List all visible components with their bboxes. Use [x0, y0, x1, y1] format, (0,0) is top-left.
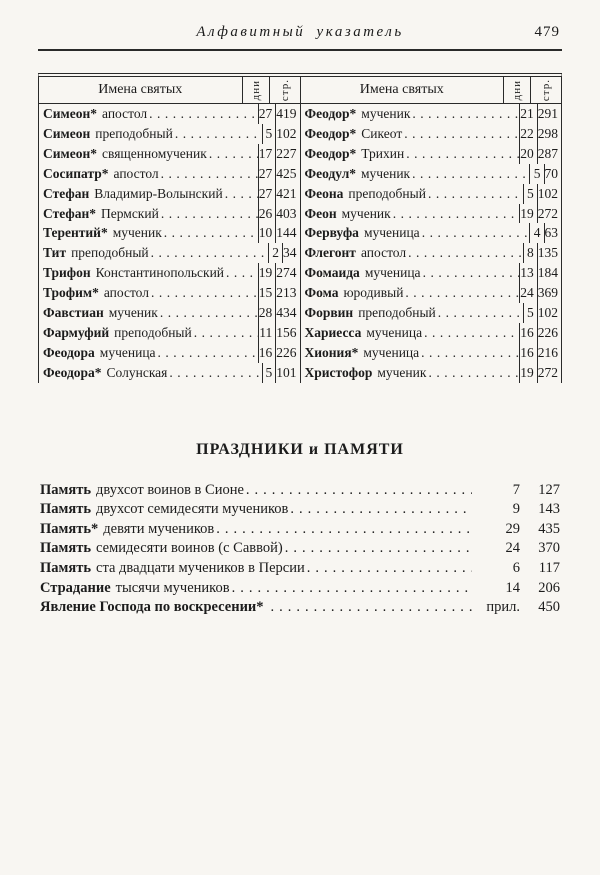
index-entry: [301, 363, 562, 383]
entry-page: 213: [275, 283, 299, 303]
saint-name: Фармуфий: [43, 324, 110, 340]
dot-leader: [271, 598, 472, 618]
index-entry: [39, 283, 300, 303]
feast-name: Память: [40, 540, 92, 557]
dot-leader: [232, 579, 472, 599]
index-entry: [301, 343, 562, 363]
entry-page: 226: [275, 343, 299, 363]
entry-day: 20: [519, 144, 537, 164]
saint-name: Флегонт: [304, 245, 356, 261]
column-header-page: [269, 77, 300, 103]
feast-day: 24: [505, 540, 520, 557]
feast-entry: [40, 500, 560, 520]
entry-page: 272: [537, 204, 561, 224]
dot-leader: [158, 343, 258, 363]
entry-name-cell: [39, 164, 258, 184]
saint-name: Симеон*: [43, 106, 97, 121]
feast-name: Память: [40, 501, 92, 518]
entry-day: 27: [258, 164, 276, 184]
feast-descriptor: девяти мучеников: [103, 520, 215, 537]
saint-name: Стефан: [43, 185, 90, 201]
saint-name: Феодор*: [304, 125, 357, 141]
dot-leader: [438, 303, 523, 323]
saint-descriptor: преподобный: [114, 324, 192, 340]
entry-day: 5: [523, 184, 537, 204]
saint-name: Феодор*: [304, 145, 357, 161]
index-entry: [39, 363, 300, 383]
saint-name: Феодора: [43, 344, 95, 360]
entry-day: 19: [258, 263, 276, 283]
column-header-names: Имена святых: [359, 82, 444, 97]
table-body: [39, 104, 561, 383]
index-entry: [39, 204, 300, 224]
dot-leader: [161, 164, 258, 184]
feast-descriptor: двухсот семидесяти мучеников: [96, 501, 289, 518]
entry-page: 369: [537, 283, 561, 303]
feast-day: прил.: [486, 599, 520, 616]
entry-page: 291: [537, 104, 561, 124]
entry-page: 425: [275, 164, 299, 184]
entry-day: 26: [258, 204, 276, 224]
entry-page: 102: [537, 184, 561, 204]
entry-day: 28: [258, 303, 276, 323]
entry-page: 419: [275, 104, 299, 124]
dot-leader: [412, 104, 519, 124]
entry-page: 144: [275, 223, 299, 243]
saints-index-table: [38, 73, 562, 383]
entry-name-cell: [39, 223, 258, 243]
saint-name: Форвин: [304, 305, 354, 321]
feasts-list: [40, 481, 560, 618]
saint-descriptor: мученик: [112, 225, 162, 241]
feast-page: 370: [538, 540, 560, 557]
saint-descriptor: преподобный: [71, 245, 149, 261]
saint-name: Стефан*: [43, 205, 96, 221]
index-entry: [39, 243, 300, 263]
entry-name-cell: [39, 184, 258, 204]
entry-day: 16: [519, 343, 537, 363]
feast-entry: [40, 598, 560, 618]
running-title: Алфавитный указатель: [196, 24, 404, 40]
dot-leader: [408, 243, 523, 263]
dot-leader: [225, 184, 258, 204]
entry-name-cell: [301, 104, 520, 124]
feast-page: 143: [538, 501, 560, 518]
feast-day: 6: [512, 560, 520, 577]
saint-name: Христофор: [304, 364, 373, 380]
dot-leader: [290, 500, 472, 520]
dot-leader: [216, 520, 472, 540]
column-header-days: [503, 77, 530, 103]
entry-day: 15: [258, 283, 276, 303]
days-label: дни: [511, 79, 523, 101]
saint-descriptor: мученица: [366, 324, 423, 340]
entry-day: 8: [523, 243, 537, 263]
index-entry: [39, 184, 300, 204]
entry-page: 101: [275, 363, 299, 383]
saint-descriptor: мученица: [363, 225, 420, 241]
feast-page: 127: [538, 481, 560, 498]
entry-day: 21: [519, 104, 537, 124]
saint-descriptor: апостол: [102, 106, 148, 121]
page-label: стр.: [540, 78, 552, 102]
section-title: ПРАЗДНИКИ и ПАМЯТИ: [196, 440, 404, 458]
entry-name-cell: [39, 263, 258, 283]
dot-leader: [246, 481, 472, 501]
dot-leader: [209, 144, 258, 164]
index-entry: [39, 164, 300, 184]
entry-day: 10: [258, 223, 276, 243]
saint-descriptor: Константинопольский: [95, 265, 225, 281]
entry-name-cell: [301, 164, 530, 184]
saint-name: Симеон*: [43, 145, 97, 161]
entry-page: 102: [537, 303, 561, 323]
index-entry: [301, 303, 562, 323]
dot-leader: [421, 343, 519, 363]
saint-name: Феона: [304, 185, 344, 201]
saint-descriptor: мученик: [361, 165, 411, 181]
entry-page: 63: [544, 223, 562, 243]
index-entry: [39, 104, 300, 124]
index-entry: [301, 204, 562, 224]
index-entry: [301, 323, 562, 343]
entry-day: 16: [258, 343, 276, 363]
index-entry: [39, 263, 300, 283]
saint-name: Фервуфа: [304, 225, 359, 241]
index-entry: [301, 164, 562, 184]
saint-descriptor: апостол: [103, 285, 149, 301]
entry-name-cell: [301, 363, 520, 383]
table-header-right: [300, 77, 562, 103]
index-entry: [301, 184, 562, 204]
entry-day: 19: [519, 363, 537, 383]
index-entry: [301, 104, 562, 124]
saint-descriptor: апостол: [113, 165, 159, 181]
entry-name-cell: [39, 323, 258, 343]
entry-page: 156: [275, 323, 299, 343]
index-entry: [39, 144, 300, 164]
entry-page: 421: [275, 184, 299, 204]
entry-name-cell: [39, 124, 262, 144]
dot-leader: [175, 124, 262, 144]
entry-name-cell: [39, 243, 268, 263]
dot-leader: [406, 144, 519, 164]
feast-name: Память: [40, 560, 92, 577]
column-header-days: [242, 77, 269, 103]
entry-day: 24: [519, 283, 537, 303]
entry-day: 22: [519, 124, 537, 144]
saint-name: Феодора*: [43, 364, 102, 380]
feast-descriptor: ста двадцати мучеников в Персии: [96, 560, 305, 577]
dot-leader: [149, 104, 258, 124]
entry-page: 184: [537, 263, 561, 283]
saint-descriptor: юродивый: [343, 285, 404, 301]
saint-name: Фавстиан: [43, 305, 104, 321]
feast-descriptor: тысячи мучеников: [115, 579, 230, 596]
page-header: [38, 24, 562, 44]
feast-day: 9: [512, 501, 520, 518]
entry-page: 403: [275, 204, 299, 224]
entry-name-cell: [301, 303, 524, 323]
dot-leader: [169, 363, 261, 383]
saint-name: Фомаида: [304, 265, 360, 281]
saint-descriptor: мученица: [363, 344, 420, 360]
feast-name: Память: [40, 481, 92, 498]
entry-page: 226: [537, 323, 561, 343]
feast-entry: [40, 539, 560, 559]
index-entry: [39, 124, 300, 144]
feast-page: 206: [538, 579, 560, 596]
dot-leader: [422, 223, 530, 243]
entry-day: 13: [519, 263, 537, 283]
entry-page: 102: [275, 124, 299, 144]
saint-descriptor: апостол: [360, 245, 407, 261]
saint-name: Тит: [43, 245, 67, 261]
feast-name: Страдание: [40, 579, 111, 596]
dot-leader: [285, 539, 472, 559]
saint-descriptor: мученица: [364, 265, 421, 281]
column-header-names: Имена святых: [98, 82, 183, 97]
saint-descriptor: Владимир-Волынский: [94, 185, 223, 201]
entry-name-cell: [39, 303, 258, 323]
entry-page: 272: [537, 363, 561, 383]
entry-name-cell: [301, 204, 520, 224]
entry-name-cell: [301, 144, 520, 164]
entry-day: 16: [519, 323, 537, 343]
saint-descriptor: Солунская: [106, 364, 168, 380]
feast-descriptor: семидесяти воинов (с Саввой): [96, 540, 283, 557]
dot-leader: [428, 363, 519, 383]
saint-name: Феодул*: [304, 165, 357, 181]
entry-page: 70: [544, 164, 562, 184]
index-entry: [301, 144, 562, 164]
entry-name-cell: [301, 184, 524, 204]
dot-leader: [194, 323, 259, 343]
entry-name-cell: [39, 283, 258, 303]
saint-name: Хиония*: [304, 344, 359, 360]
feast-day: 14: [505, 579, 520, 596]
feast-day: 29: [505, 520, 520, 537]
saint-name: Хариесса: [304, 324, 362, 340]
entry-day: 5: [529, 164, 543, 184]
header-rule: [38, 49, 562, 51]
entry-day: 5: [523, 303, 537, 323]
column-header-page: [530, 77, 561, 103]
saint-name: Трофим*: [43, 285, 99, 301]
feast-descriptor: двухсот воинов в Сионе: [96, 481, 244, 498]
table-header-left: [39, 77, 300, 103]
saint-descriptor: преподобный: [358, 305, 436, 321]
entry-name-cell: [301, 223, 530, 243]
entry-page: 135: [537, 243, 561, 263]
index-entry: [39, 343, 300, 363]
index-entry: [39, 223, 300, 243]
saint-descriptor: преподобный: [95, 125, 173, 141]
saint-descriptor: Сикеот: [361, 125, 403, 141]
entry-name-cell: [301, 323, 520, 343]
entry-day: 27: [258, 104, 276, 124]
entry-day: 5: [262, 124, 276, 144]
dot-leader: [164, 223, 258, 243]
entry-day: 11: [258, 323, 275, 343]
entry-page: 298: [537, 124, 561, 144]
table-header: [39, 77, 561, 104]
saint-name: Симеон: [43, 125, 91, 141]
feast-entry: [40, 579, 560, 599]
saint-descriptor: мученик: [361, 106, 411, 121]
dot-leader: [393, 204, 520, 224]
entry-name-cell: [39, 204, 258, 224]
entry-page: 34: [282, 243, 300, 263]
dot-leader: [428, 184, 523, 204]
entry-day: 4: [529, 223, 543, 243]
dot-leader: [405, 283, 519, 303]
saint-descriptor: Пермский: [100, 205, 159, 221]
entry-name-cell: [39, 363, 262, 383]
page-label: стр.: [278, 78, 291, 102]
entry-page: 227: [275, 144, 299, 164]
feast-page: 450: [538, 599, 560, 616]
entry-page: 274: [275, 263, 299, 283]
page-number: 479: [534, 24, 560, 40]
entry-name-cell: [301, 343, 520, 363]
dot-leader: [412, 164, 529, 184]
feast-day: 7: [512, 481, 520, 498]
saint-descriptor: священномученик: [102, 145, 207, 161]
entry-page: 287: [537, 144, 561, 164]
entry-name-cell: [39, 104, 258, 124]
saint-name: Трифон: [43, 265, 91, 281]
table-left-column: [39, 104, 300, 383]
feast-entry: [40, 559, 560, 579]
entry-name-cell: [301, 283, 520, 303]
index-entry: [301, 124, 562, 144]
dot-leader: [424, 323, 519, 343]
saint-descriptor: преподобный: [348, 185, 426, 201]
entry-name-cell: [39, 144, 258, 164]
dot-leader: [307, 559, 472, 579]
index-entry: [39, 303, 300, 323]
saint-descriptor: мученица: [99, 344, 156, 360]
saint-name: Терентий*: [43, 225, 108, 241]
index-entry: [301, 223, 562, 243]
table-right-column: [300, 104, 562, 383]
feast-name: Явление Господа по воскресении*: [40, 599, 264, 616]
entry-day: 19: [519, 204, 537, 224]
feast-page: 435: [538, 520, 560, 537]
feast-entry: [40, 481, 560, 501]
saint-name: Сосипатр*: [43, 165, 109, 181]
dot-leader: [226, 263, 258, 283]
entry-page: 216: [537, 343, 561, 363]
dot-leader: [404, 124, 519, 144]
index-entry: [301, 263, 562, 283]
entry-name-cell: [301, 243, 523, 263]
dot-leader: [160, 303, 258, 323]
entry-day: 17: [258, 144, 276, 164]
saint-name: Фома: [304, 285, 339, 301]
feast-entry: [40, 520, 560, 540]
entry-page: 434: [275, 303, 299, 323]
saint-descriptor: мученик: [108, 305, 158, 321]
feast-name: Память*: [40, 520, 99, 537]
dot-leader: [423, 263, 520, 283]
saint-descriptor: мученик: [341, 205, 391, 221]
dot-leader: [151, 283, 258, 303]
feast-page: 117: [538, 560, 560, 577]
entry-day: 2: [268, 243, 282, 263]
index-entry: [301, 243, 562, 263]
saint-descriptor: Трихин: [361, 145, 405, 161]
index-entry: [39, 323, 300, 343]
days-label: дни: [249, 79, 262, 101]
saint-name: Феодор*: [304, 106, 357, 121]
entry-name-cell: [39, 343, 258, 363]
entry-name-cell: [301, 263, 520, 283]
index-entry: [301, 283, 562, 303]
dot-leader: [161, 204, 258, 224]
entry-day: 5: [262, 363, 276, 383]
saint-name: Феон: [304, 205, 337, 221]
entry-day: 27: [258, 184, 276, 204]
entry-name-cell: [301, 124, 520, 144]
saint-descriptor: мученик: [377, 364, 427, 380]
dot-leader: [151, 243, 268, 263]
